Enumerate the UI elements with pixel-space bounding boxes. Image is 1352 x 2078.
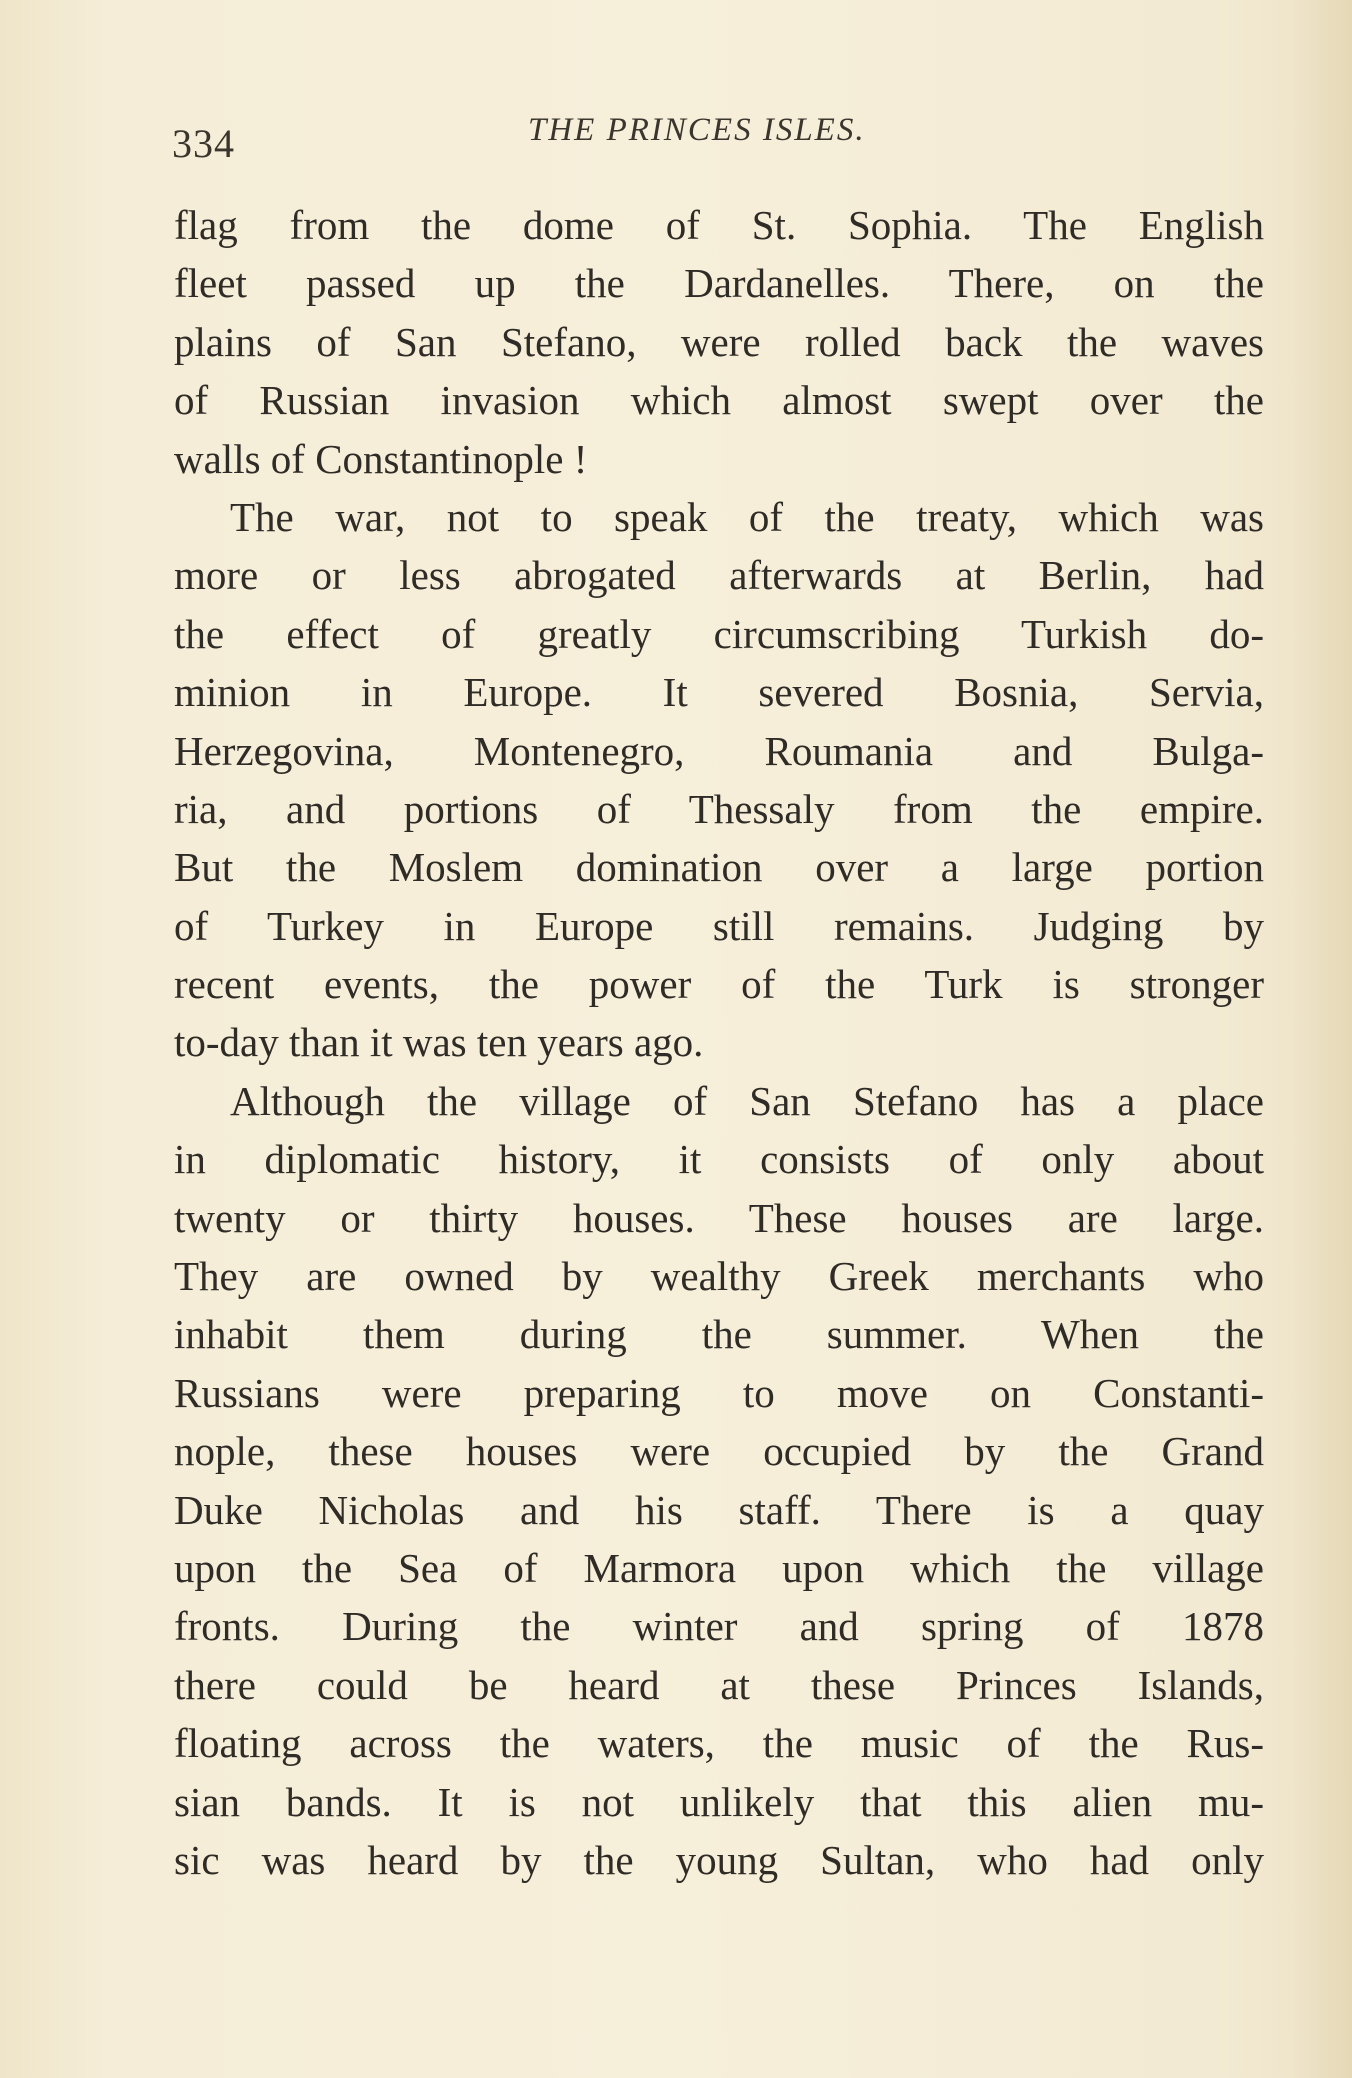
running-head: THE PRINCES ISLES. — [528, 112, 866, 148]
text-line: inhabit them during the summer. When the — [174, 1311, 1264, 1358]
text-line: Russians were preparing to move on Constanti- — [174, 1369, 1264, 1416]
text-line: more or less abrogated afterwards at Berlin, had — [174, 552, 1264, 599]
text-line: plains of San Stefano, were rolled back the waves — [174, 318, 1264, 365]
text-line: upon the Sea of Marmora upon which the village — [174, 1544, 1264, 1591]
text-line: ria, and portions of Thessaly from the empire. — [174, 785, 1264, 832]
text-line: walls of Constantinople ! — [174, 435, 588, 482]
text-line: But the Moslem domination over a large portion — [174, 844, 1264, 891]
text-line: of Turkey in Europe still remains. Judging by — [174, 902, 1264, 949]
text-line: sic was heard by the young Sultan, who had only — [174, 1836, 1264, 1883]
text-line: They are owned by wealthy Greek merchants who — [174, 1253, 1264, 1300]
text-line: twenty or thirty houses. These houses are large. — [174, 1194, 1264, 1241]
page-number: 334 — [172, 121, 235, 166]
text-line: recent events, the power of the Turk is stronger — [174, 961, 1264, 1008]
text-line: Duke Nicholas and his staff. There is a quay — [174, 1486, 1264, 1533]
body-text — [174, 196, 1264, 1889]
page-header — [0, 112, 1352, 172]
text-line: floating across the waters, the music of the Rus- — [174, 1720, 1264, 1767]
page-edge-shadow — [1292, 0, 1352, 2078]
paragraph-start-line: Although the village of San Stefano has a place — [230, 1077, 1264, 1124]
text-line: minion in Europe. It severed Bosnia, Servia, — [174, 669, 1264, 716]
text-line: sian bands. It is not unlikely that this alien mu- — [174, 1778, 1264, 1825]
text-line: flag from the dome of St. Sophia. The English — [174, 202, 1264, 248]
text-line: fleet passed up the Dardanelles. There, on the — [174, 260, 1264, 307]
text-line: in diplomatic history, it consists of only about — [174, 1136, 1264, 1183]
text-line: to-day than it was ten years ago. — [174, 1019, 704, 1066]
text-line: of Russian invasion which almost swept over the — [174, 377, 1264, 424]
text-line: the effect of greatly circumscribing Turkish do- — [174, 610, 1264, 657]
paragraph-start-line: The war, not to speak of the treaty, which was — [230, 493, 1264, 540]
text-line: Herzegovina, Montenegro, Roumania and Bulga- — [174, 727, 1264, 774]
text-line: nople, these houses were occupied by the Grand — [174, 1428, 1264, 1475]
text-line: fronts. During the winter and spring of 1878 — [174, 1603, 1264, 1650]
text-line: there could be heard at these Princes Islands, — [174, 1661, 1264, 1708]
